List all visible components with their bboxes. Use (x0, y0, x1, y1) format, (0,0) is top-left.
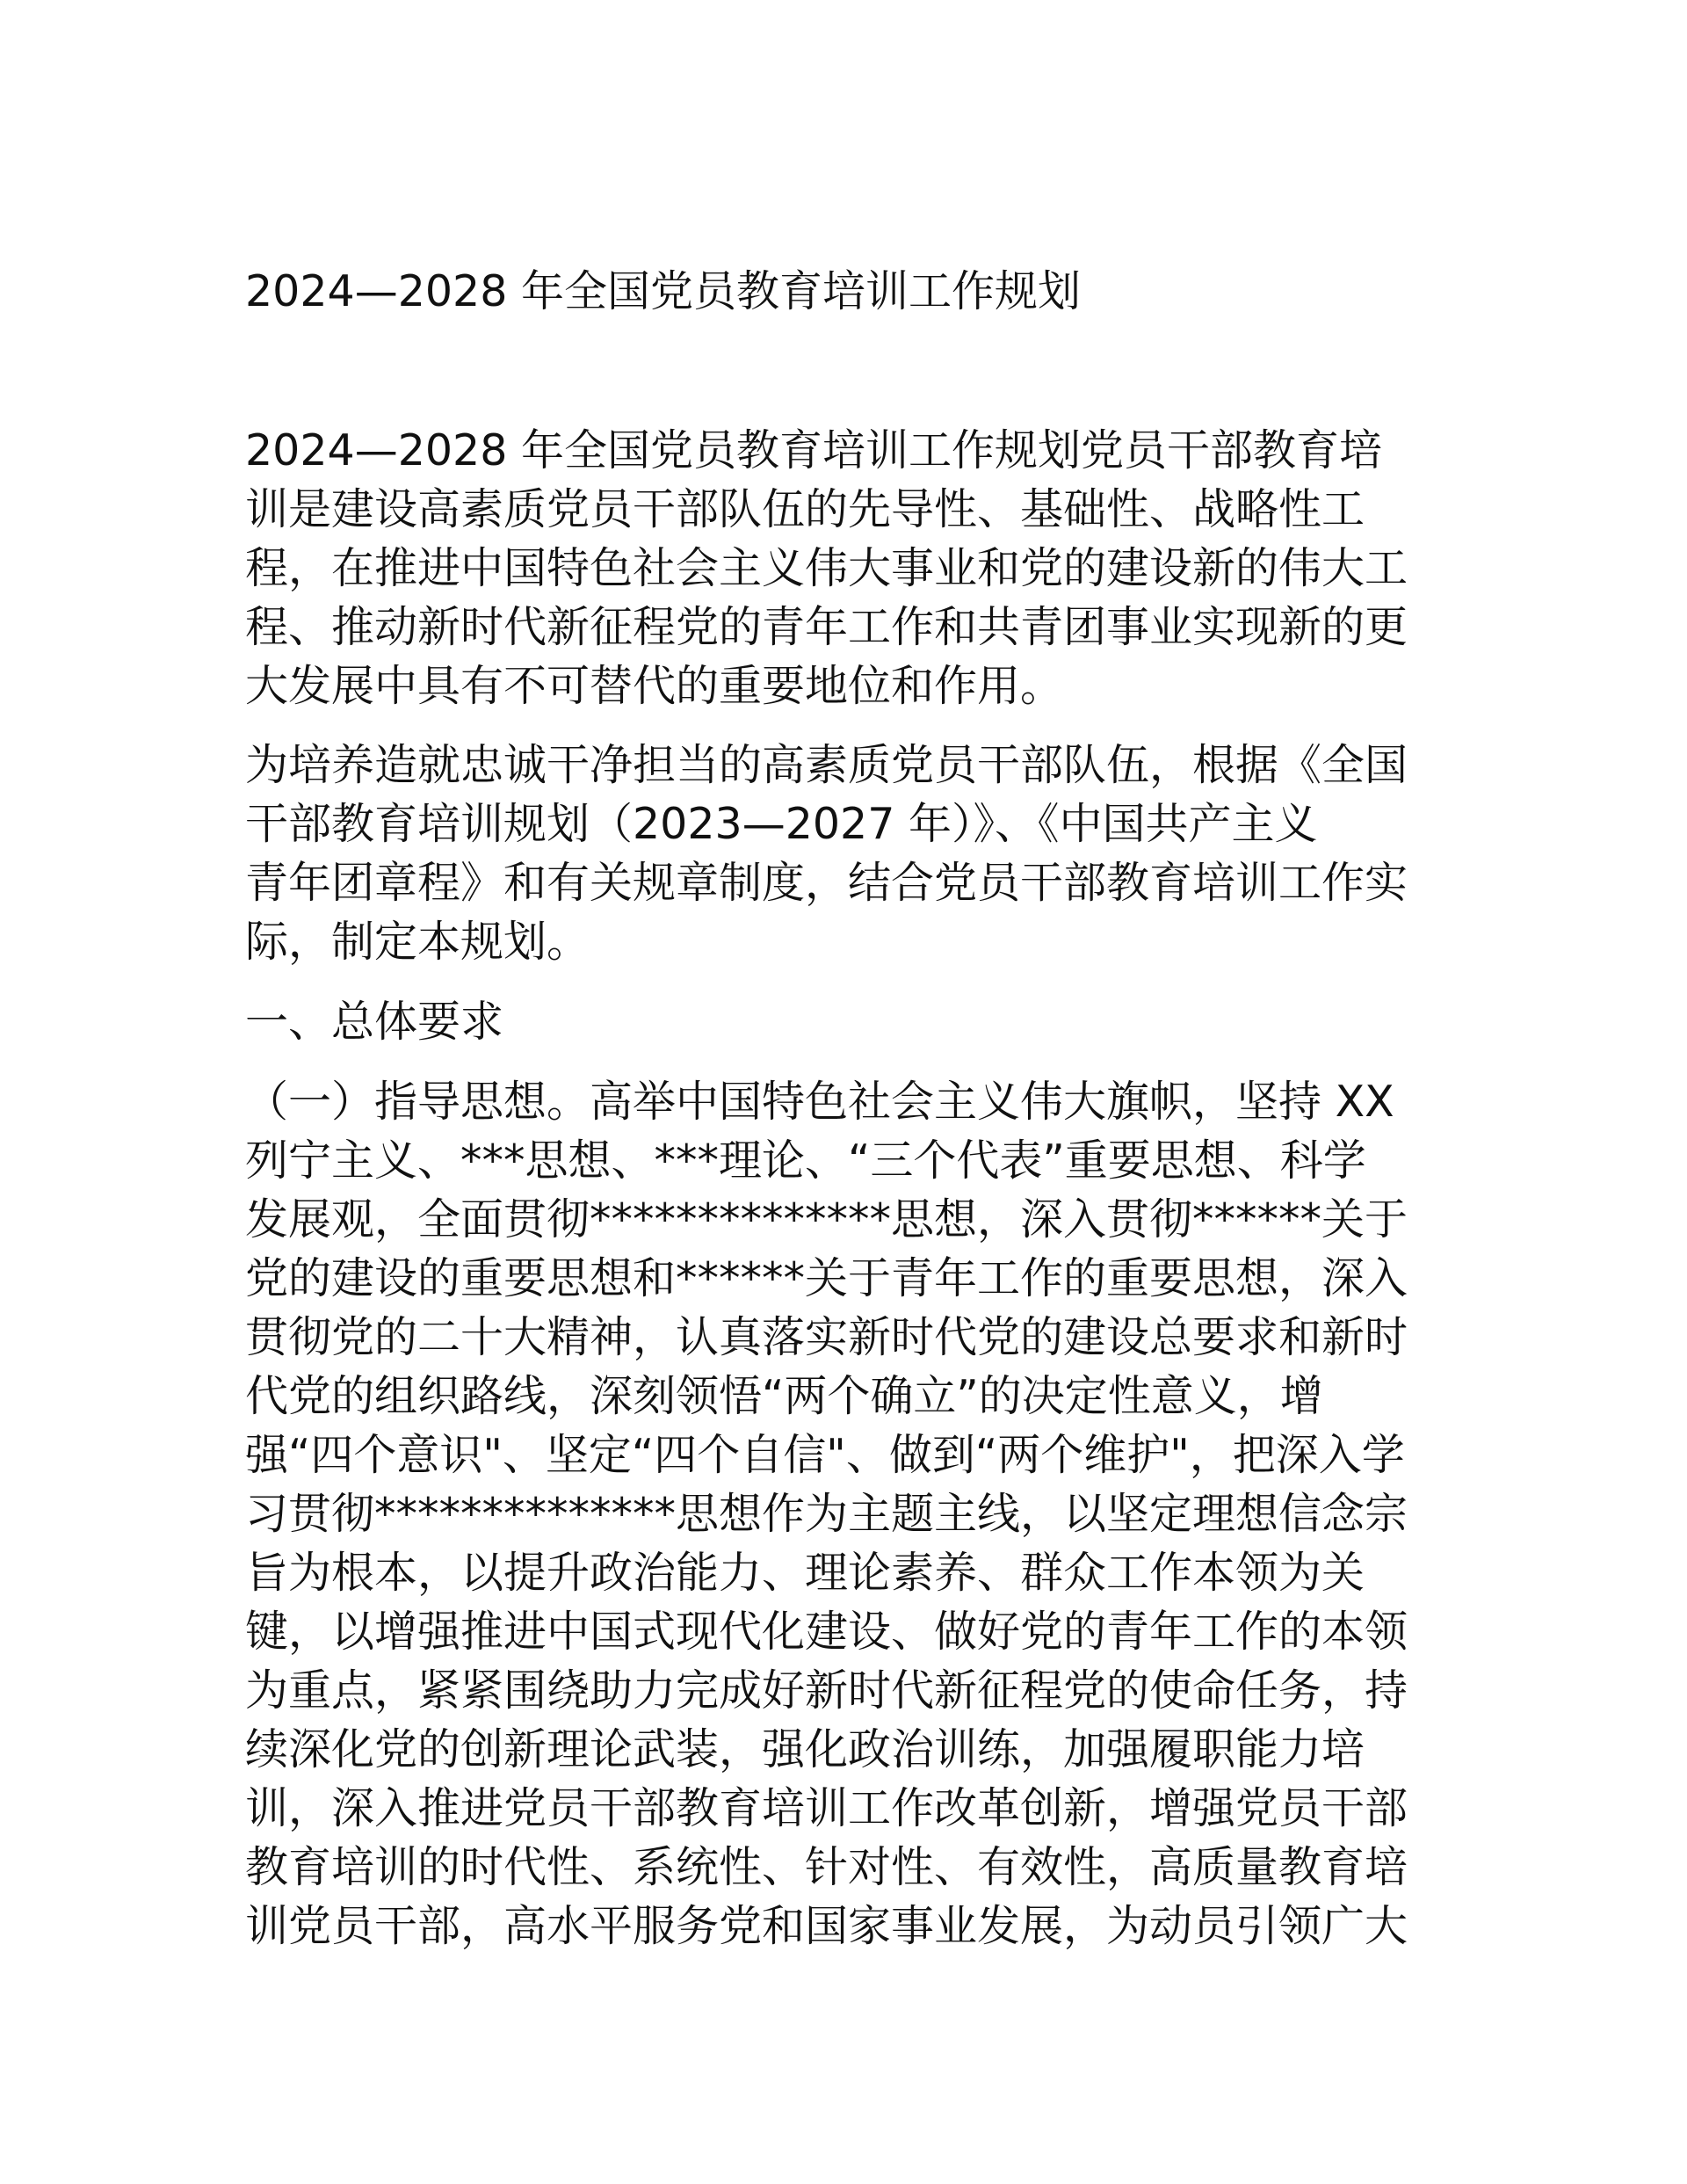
text-line: 青年团章程》和有关规章制度，结合党员干部教育培训工作实 (245, 858, 1408, 908)
text-line: 为培养造就忠诚干净担当的高素质党员干部队伍，根据《全国 (245, 740, 1408, 790)
text-line: 党的建设的重要思想和******关于青年工作的重要思想，深入 (245, 1253, 1408, 1303)
text-line: 大发展中具有不可替代的重要地位和作用。 (245, 661, 1064, 711)
text-line: 2024—2028 年全国党员教育培训工作规划党员干部教育培 (245, 425, 1382, 475)
text-line: 列宁主义、***思想、***理论、“三个代表”重要思想、科学 (245, 1136, 1366, 1186)
section-heading: 一、总体要求 (245, 997, 504, 1047)
text-line: （一）指导思想。高举中国特色社会主义伟大旗帜，坚持 XX (245, 1077, 1394, 1127)
text-line: 贯彻党的二十大精神，认真落实新时代党的建设总要求和新时 (245, 1312, 1408, 1362)
text-line: 习贯彻**************思想作为主题主线，以坚定理想信念宗 (245, 1489, 1408, 1539)
text-line: 发展观，全面贯彻**************思想，深入贯彻******关于 (245, 1194, 1408, 1244)
text-line: 为重点，紧紧围绕助力完成好新时代新征程党的使命任务，持 (245, 1665, 1408, 1716)
text-line: 际，制定本规划。 (245, 917, 590, 967)
text-line: 训，深入推进党员干部教育培训工作改革创新，增强党员干部 (245, 1783, 1408, 1833)
text-line: 代党的组织路线，深刻领悟“两个确立”的决定性意义，增 (245, 1371, 1323, 1421)
text-line: 干部教育培训规划（2023—2027 年）》、《中国共产主义 (245, 799, 1318, 849)
text-line: 程、推动新时代新征程党的青年工作和共青团事业实现新的更 (245, 602, 1408, 652)
text-line: 旨为根本，以提升政治能力、理论素养、群众工作本领为关 (245, 1548, 1365, 1598)
text-line: 训是建设高素质党员干部队伍的先导性、基础性、战略性工 (245, 484, 1365, 534)
document-title: 2024—2028 年全国党员教育培训工作规划 (245, 266, 1081, 316)
text-line: 训党员干部，高水平服务党和国家事业发展，为动员引领广大 (245, 1901, 1408, 1951)
text-line: 键，以增强推进中国式现代化建设、做好党的青年工作的本领 (245, 1607, 1408, 1657)
text-line: 强“四个意识"、坚定“四个自信"、做到“两个维护"，把深入学 (245, 1430, 1405, 1480)
text-line: 续深化党的创新理论武装，强化政治训练，加强履职能力培 (245, 1724, 1365, 1774)
text-line: 程，在推进中国特色社会主义伟大事业和党的建设新的伟大工 (245, 543, 1408, 593)
text-line: 教育培训的时代性、系统性、针对性、有效性，高质量教育培 (245, 1842, 1408, 1892)
